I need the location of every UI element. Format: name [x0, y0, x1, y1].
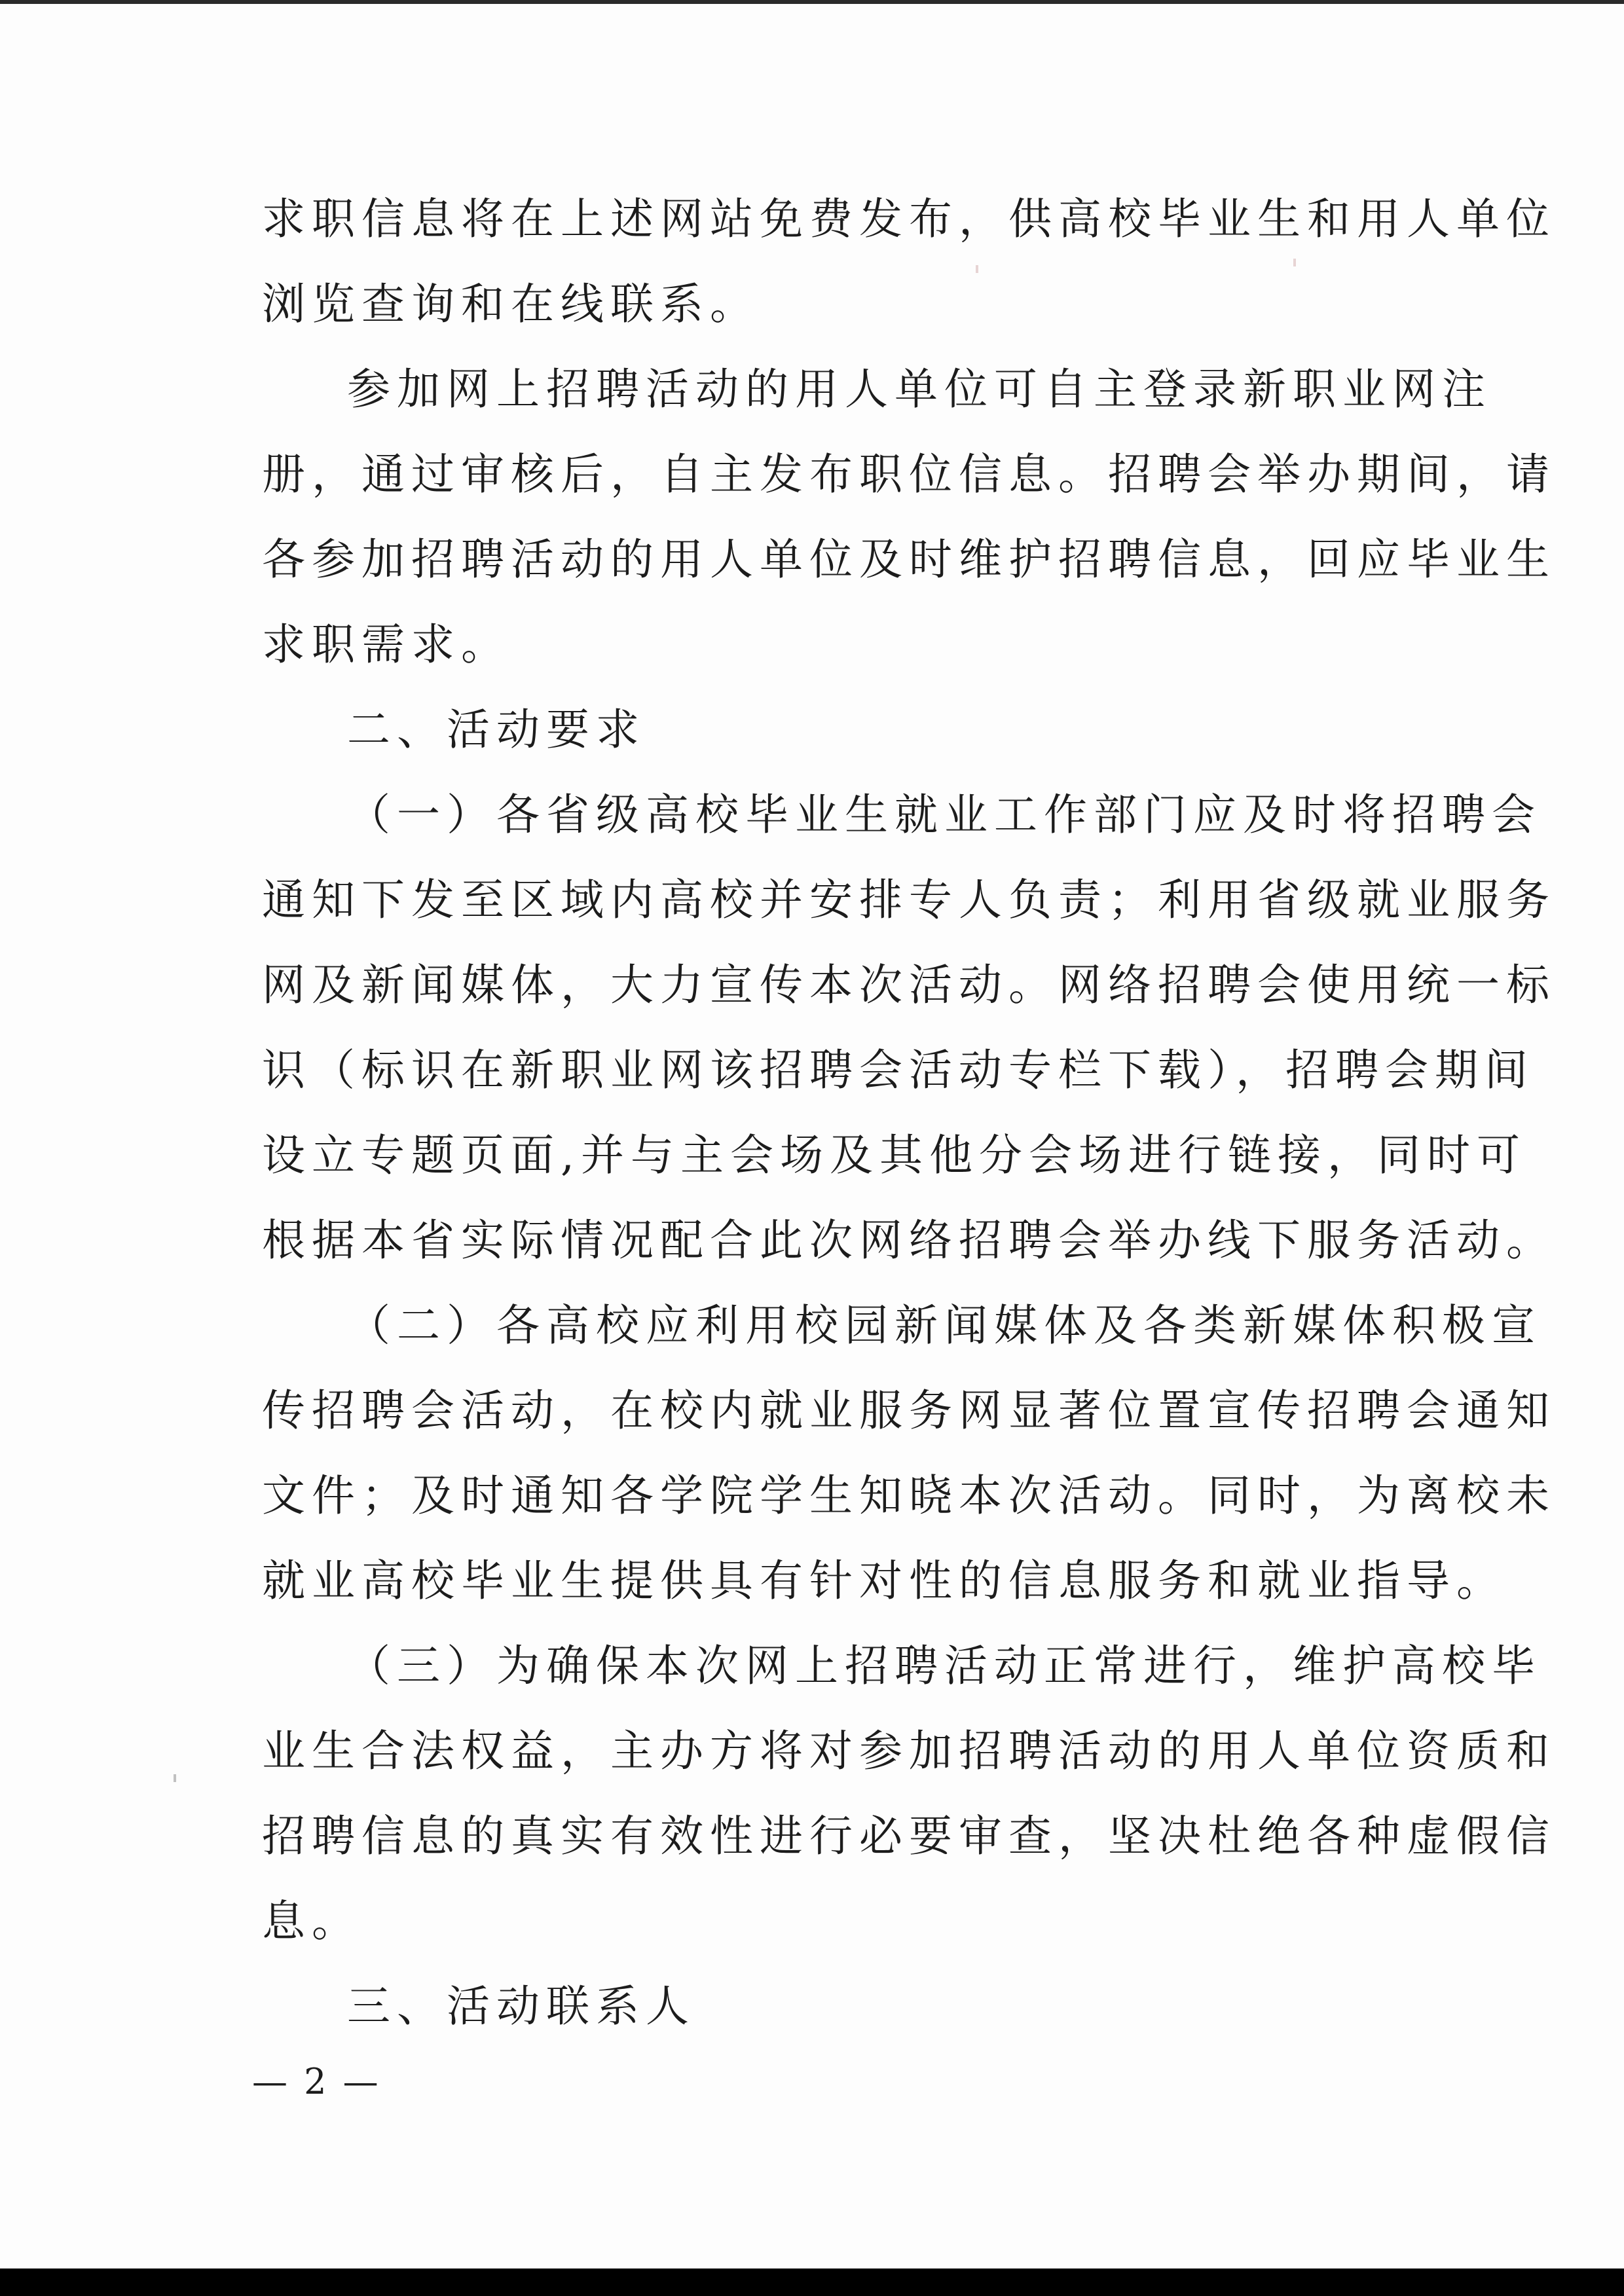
page-number: — 2 — [252, 2061, 381, 2102]
paragraph-line: 参加网上招聘活动的用人单位可自主登录新职业网注 [347, 364, 1492, 414]
paragraph-line: 求职信息将在上述网站免费发布，供高校毕业生和用人单位 [262, 194, 1556, 244]
paragraph-line: 求职需求。 [262, 619, 511, 670]
paragraph-line: 业生合法权益，主办方将对参加招聘活动的用人单位资质和 [262, 1726, 1556, 1776]
paragraph-line: 招聘信息的真实有效性进行必要审查，坚决杜绝各种虚假信 [262, 1811, 1556, 1861]
paragraph-line: 识（标识在新职业网该招聘会活动专栏下载），招聘会期间 [262, 1045, 1534, 1095]
paragraph-line: （一）各省级高校毕业生就业工作部门应及时将招聘会 [347, 790, 1541, 840]
paragraph-line: 根据本省实际情况配合此次网络招聘会举办线下服务活动。 [262, 1215, 1556, 1266]
scan-speck [976, 265, 978, 273]
paragraph-line: 各参加招聘活动的用人单位及时维护招聘信息，回应毕业生 [262, 534, 1556, 585]
paragraph-line: 网及新闻媒体，大力宣传本次活动。网络招聘会使用统一标 [262, 960, 1556, 1010]
paragraph-line: 通知下发至区域内高校并安排专人负责；利用省级就业服务 [262, 875, 1556, 925]
paragraph-line: （二）各高校应利用校园新闻媒体及各类新媒体积极宣 [347, 1300, 1541, 1351]
paragraph-line: 息。 [262, 1896, 361, 1946]
scan-border-bottom [0, 2269, 1624, 2296]
paragraph-line: （三）为确保本次网上招聘活动正常进行，维护高校毕 [347, 1641, 1541, 1691]
paragraph-line: 浏览查询和在线联系。 [262, 279, 760, 329]
scan-speck [1293, 259, 1296, 266]
paragraph-line: 就业高校毕业生提供具有针对性的信息服务和就业指导。 [262, 1556, 1506, 1606]
section-heading: 三、活动联系人 [347, 1981, 695, 2032]
scan-border-top [0, 0, 1624, 4]
section-heading: 二、活动要求 [347, 704, 646, 755]
paragraph-line: 册，通过审核后，自主发布职位信息。招聘会举办期间，请 [262, 449, 1556, 500]
paragraph-line: 传招聘会活动，在校内就业服务网显著位置宣传招聘会通知 [262, 1385, 1556, 1436]
paragraph-line: 文件；及时通知各学院学生知晓本次活动。同时，为离校未 [262, 1470, 1556, 1521]
scan-speck [174, 1774, 176, 1782]
paragraph-line: 设立专题页面,并与主会场及其他分会场进行链接，同时可 [262, 1130, 1526, 1180]
